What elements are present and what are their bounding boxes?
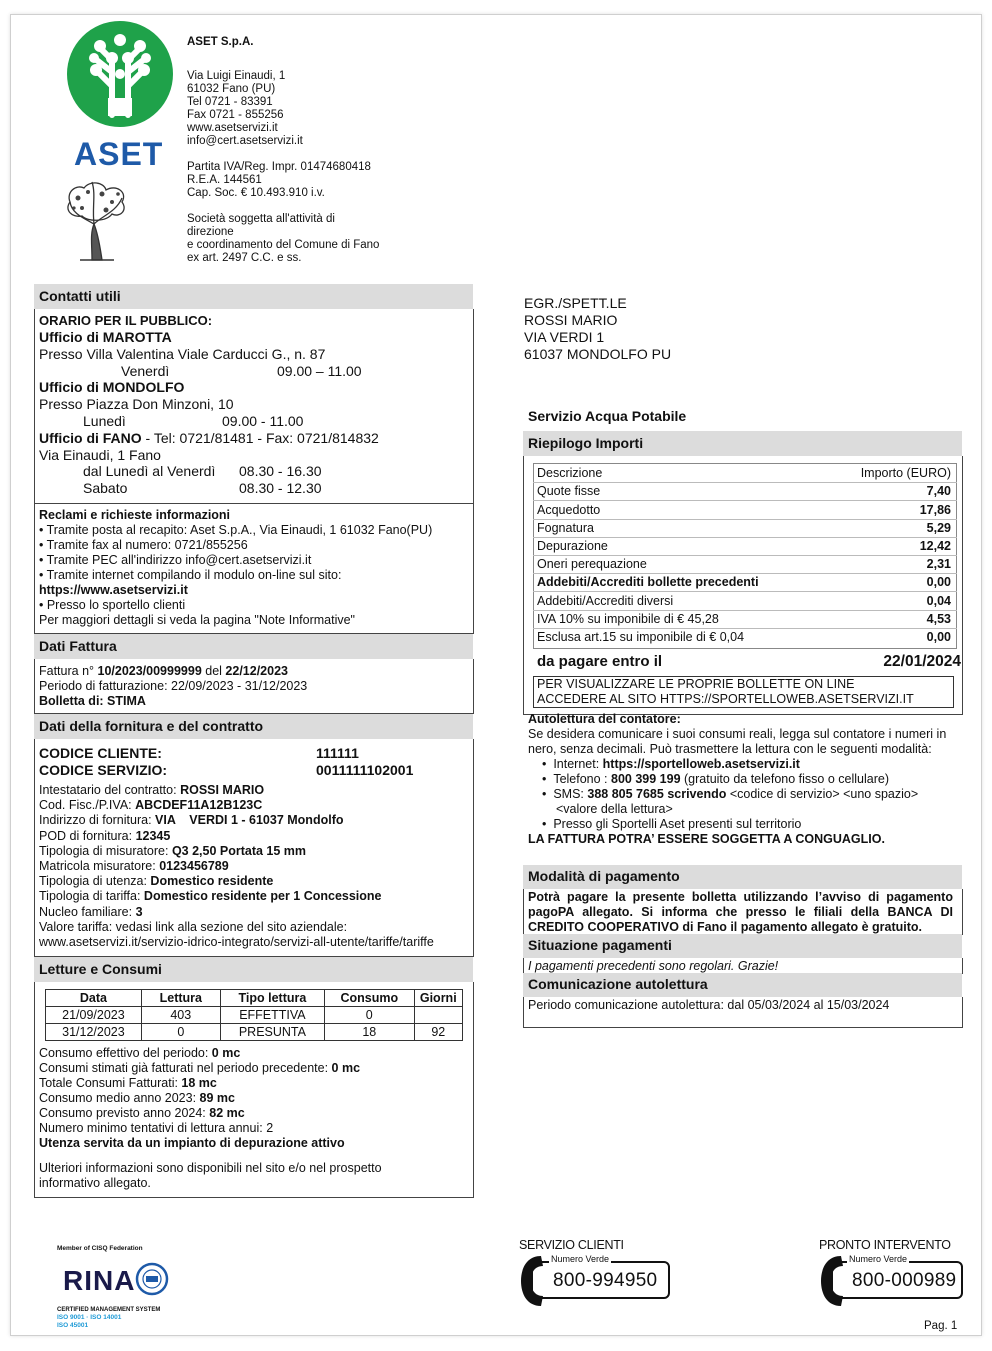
matricola-value: 0123456789	[159, 859, 229, 874]
company-control-4: ex art. 2497 C.C. e ss.	[187, 252, 302, 264]
bullet-icon: •	[542, 772, 554, 786]
utenza-value: Domestico residente	[150, 874, 274, 889]
sms-label: SMS:	[553, 787, 588, 801]
rina-cert-logo	[57, 1245, 175, 1331]
online-line-1: PER VISUALIZZARE LE PROPRIE BOLLETTE ON LINE	[537, 677, 855, 691]
nucleo-value: 3	[135, 904, 143, 919]
company-info	[187, 36, 427, 265]
recipient-line-4: 61037 MONDOLFO PU	[524, 346, 672, 362]
codice-servizio-value: 0011111102001	[316, 762, 414, 778]
riepilogo-row	[537, 537, 951, 555]
pronto-intervento	[819, 1238, 969, 1308]
mondolfo-hours: 09.00 - 11.00	[222, 412, 304, 429]
fornitura-header: Dati della fornitura e del contratto	[34, 714, 473, 739]
riepilogo-row	[537, 573, 951, 591]
aset-logo	[66, 20, 174, 170]
fattura-date: 22/12/2023	[225, 664, 288, 678]
rina-text: RINA	[63, 1265, 136, 1296]
riepilogo-value: 5,29	[926, 521, 951, 535]
orario-title: ORARIO PER IL PUBBLICO:	[39, 313, 213, 328]
fattura-del-label: del	[201, 664, 226, 678]
cisq-text: Member of CISQ Federation	[57, 1245, 143, 1252]
intestatario-label: Intestatario del contratto:	[39, 783, 181, 797]
recipient-line-3: VIA VERDI 1	[524, 329, 605, 345]
consumi-stimati-label: Consumi stimati già fatturati nel periodo precedente:	[39, 1061, 332, 1075]
table-row	[46, 1007, 463, 1024]
riepilogo-value: 0,00	[926, 630, 951, 644]
sms-note: <codice di servizio> <uno spazio>	[726, 787, 919, 801]
riepilogo-value: 17,86	[919, 502, 951, 517]
cell-data: 31/12/2023	[46, 1024, 142, 1041]
situazione-section	[528, 959, 953, 974]
riepilogo-table	[523, 456, 963, 712]
pagare-row	[537, 651, 961, 673]
nucleo-label: Nucleo familiare:	[39, 904, 136, 919]
cell-lettura: 403	[141, 1007, 220, 1024]
consumo-effettivo-value: 0 mc	[211, 1046, 241, 1060]
totale-consumi-label: Totale Consumi Fatturati:	[39, 1076, 182, 1090]
telefono-value: 800 399 199	[611, 772, 681, 786]
table-row	[46, 1024, 463, 1041]
company-tel: Tel 0721 - 83391	[187, 96, 273, 108]
reclami-line-posta: • Tramite posta al recapito: Aset S.p.A., Via Einaudi, 1 61032 Fano(PU)	[39, 523, 433, 537]
col-descrizione: Descrizione	[537, 466, 603, 480]
riepilogo-value: 0,00	[926, 575, 951, 589]
letture-header: Letture e Consumi	[34, 957, 473, 982]
telefono-label: Telefono :	[553, 772, 612, 786]
riepilogo-label: Oneri perequazione	[537, 557, 647, 571]
company-control-3: e coordinamento del Comune di Fano	[187, 239, 380, 251]
tree-drawing-icon	[62, 178, 130, 262]
col-giorni: Giorni	[414, 990, 462, 1007]
misuratore-value: Q3 2,50 Portata 15 mm	[171, 843, 307, 858]
riepilogo-label: Esclusa art.15 su imponibile di € 0,04	[537, 630, 745, 644]
codfisc-label: Cod. Fisc./P.IVA:	[39, 798, 136, 813]
fattura-section	[39, 664, 469, 709]
depurazione-note: Utenza servita da un impianto di depurazione attivo	[39, 1136, 345, 1150]
riepilogo-value: 12,42	[919, 539, 951, 553]
recipient-line-1: EGR./SPETT.LE	[524, 295, 627, 311]
cell-giorni	[414, 1007, 462, 1024]
cell-giorni: 92	[414, 1024, 462, 1041]
online-line-2: ACCEDERE AL SITO HTTPS://SPORTELLOWEB.ASETSERVIZI.IT	[537, 692, 914, 706]
online-box	[533, 676, 954, 708]
cell-tipo: EFFETTIVA	[220, 1007, 324, 1024]
fano-day-2: Sabato	[83, 480, 128, 497]
riepilogo-label: Addebiti/Accrediti diversi	[537, 594, 674, 608]
riepilogo-row	[537, 610, 951, 628]
company-city: 61032 Fano (PU)	[187, 83, 276, 95]
col-importo: Importo (EURO)	[860, 466, 951, 480]
col-data: Data	[46, 990, 142, 1007]
intestatario-value: ROSSI MARIO	[180, 783, 265, 797]
mondolfo-title: Ufficio di MONDOLFO	[39, 379, 185, 396]
codice-servizio-label: CODICE SERVIZIO:	[39, 762, 168, 778]
reclami-line-internet: • Tramite internet compilando il modulo on-line sul sito:	[39, 568, 342, 582]
riepilogo-header: Riepilogo Importi	[523, 431, 962, 456]
aset-logo-text: ASET	[74, 136, 164, 172]
servizio-clienti	[519, 1238, 675, 1308]
company-rea: R.E.A. 144561	[187, 174, 262, 186]
servizio-title: Servizio Acqua Potabile	[528, 408, 687, 424]
orari-section	[39, 313, 469, 497]
fattura-header: Dati Fattura	[34, 634, 473, 659]
sportelli-text: Presso gli Sportelli Aset presenti sul territorio	[553, 817, 802, 831]
consumo-medio-value: 89 mc	[199, 1091, 235, 1105]
marotta-title: Ufficio di MAROTTA	[39, 329, 172, 345]
riepilogo-col-header	[537, 464, 951, 482]
pagare-date: 22/01/2024	[883, 653, 961, 670]
autolettura-intro: Se desidera comunicare i suoi consumi reali, legga sul contatore i numeri in nero, senza decimali. Può trasmettere la lettura con le seguenti modalità:	[528, 727, 947, 756]
indirizzo-label: Indirizzo di fornitura:	[39, 813, 156, 828]
matricola-label: Matricola misuratore:	[39, 859, 160, 874]
consumo-previsto-value: 82 mc	[209, 1106, 245, 1120]
col-lettura: Lettura	[141, 990, 220, 1007]
tariffa-label: Tipologia di tariffa:	[39, 889, 144, 904]
company-pec: info@cert.asetservizi.it	[187, 135, 303, 147]
cell-lettura: 0	[141, 1024, 220, 1041]
sms-note-2: <valore della lettura>	[556, 802, 673, 816]
pagare-label: da pagare entro il	[537, 653, 663, 670]
company-piva: Partita IVA/Reg. Impr. 01474680418	[187, 161, 371, 173]
utenza-label: Tipologia di utenza:	[39, 874, 151, 889]
consumo-effettivo-label: Consumo effettivo del periodo:	[39, 1046, 212, 1060]
contatti-divider	[34, 503, 474, 504]
bullet-icon: •	[542, 757, 554, 771]
iqnet-seal-icon	[135, 1261, 169, 1297]
rina-box	[57, 1255, 173, 1305]
cell-data: 21/09/2023	[46, 1007, 142, 1024]
ulteriori-info: Ulteriori informazioni sono disponibili nel sito e/o nel prospetto informativo allegato.	[39, 1161, 382, 1190]
tentativi-value: 2	[266, 1121, 274, 1135]
internet-link[interactable]: https://sportelloweb.asetservizi.it	[602, 757, 800, 771]
tariffa-value: Domestico residente per 1 Concessione	[143, 889, 382, 904]
cert-text: CERTIFIED MANAGEMENT SYSTEM	[57, 1307, 161, 1313]
mondolfo-address: Presso Piazza Don Minzoni, 10	[39, 396, 234, 413]
company-capital: Cap. Soc. € 10.493.910 i.v.	[187, 187, 325, 199]
tentativi-label: Numero minimo tentativi di lettura annui:	[39, 1121, 267, 1135]
modalita-header: Modalità di pagamento	[523, 865, 962, 889]
autolettura-title: Autolettura del contatore:	[528, 712, 681, 726]
fano-day-1: dal Lunedì al Venerdì	[83, 463, 216, 480]
riepilogo-row	[537, 501, 951, 519]
marotta-day: Venerdì	[121, 362, 170, 379]
fornitura-details	[39, 783, 471, 950]
bullet-icon: •	[542, 787, 554, 801]
comunicazione-header: Comunicazione autolettura	[523, 973, 962, 997]
consumi-section	[39, 1046, 471, 1191]
col-tipo-lettura: Tipo lettura	[220, 990, 324, 1007]
consumo-previsto-label: Consumo previsto anno 2024:	[39, 1106, 210, 1120]
codice-cliente-label: CODICE CLIENTE:	[39, 745, 162, 761]
marotta-address: Presso Villa Valentina Viale Carducci G., n. 87	[39, 345, 326, 362]
cell-tipo: PRESUNTA	[220, 1024, 324, 1041]
fano-address: Via Einaudi, 1 Fano	[39, 446, 161, 463]
riepilogo-label: Depurazione	[537, 539, 608, 553]
fano-hours-2: 08.30 - 12.30	[239, 480, 322, 497]
riepilogo-row	[537, 592, 951, 610]
fattura-periodo: Periodo di fatturazione: 22/09/2023 - 31/12/2023	[39, 679, 308, 693]
reclami-site-link[interactable]: https://www.asetservizi.it	[39, 583, 188, 597]
riepilogo-label: Fognatura	[537, 521, 594, 535]
pod-label: POD di fornitura:	[39, 828, 136, 843]
contatti-header: Contatti utili	[34, 284, 473, 309]
letture-table	[45, 989, 463, 1041]
bullet-icon: •	[542, 817, 554, 831]
telefono-note: (gratuito da telefono fisso o cellulare)	[680, 772, 889, 786]
company-control-1: Società soggetta all'attività di	[187, 213, 335, 225]
situazione-header: Situazione pagamenti	[523, 934, 962, 958]
riepilogo-row	[537, 482, 951, 500]
cell-consumo: 0	[325, 1007, 415, 1024]
marotta-hours: 09.00 – 11.00	[277, 362, 362, 379]
phone-handset-icon	[519, 1254, 545, 1308]
tariffa-note: Valore tariffa: vedasi link alla sezione del sito aziendale:	[39, 919, 348, 934]
fano-hours-1: 08.30 - 16.30	[239, 463, 322, 480]
situazione-text: I pagamenti precedenti sono regolari. Grazie!	[528, 959, 779, 973]
codfisc-value: ABCDEF11A12B123C	[135, 798, 263, 813]
recipient-address	[524, 295, 671, 363]
reclami-sportello: • Presso lo sportello clienti	[39, 598, 186, 612]
servizio-verde-label: Numero Verde	[551, 1254, 610, 1264]
sms-value: 388 805 7685 scrivendo	[587, 787, 727, 801]
riepilogo-label: Acquedotto	[537, 502, 601, 517]
codice-cliente-value: 111111	[316, 745, 359, 761]
riepilogo-label: Addebiti/Accrediti bollette precedenti	[537, 575, 759, 589]
cell-consumo: 18	[325, 1024, 415, 1041]
modalita-text: Potrà pagare la presente bolletta utilizzando l’avviso di pagamento pagoPA allegato. Si informa che presso le filiali della BANCA DI CREDITO COOPERATIVO di Fano il pagamento allegato è gratuito.	[528, 890, 953, 934]
pronto-verde-label: Numero Verde	[849, 1254, 908, 1264]
company-address: Via Luigi Einaudi, 1	[187, 70, 286, 82]
autolettura-section	[528, 712, 956, 847]
tree-illustration	[62, 178, 130, 262]
riepilogo-label: Quote fisse	[537, 484, 601, 498]
page-number: Pag. 1	[924, 1320, 958, 1332]
phone-handset-icon	[819, 1254, 845, 1308]
riepilogo-row	[537, 519, 951, 537]
fano-title: Ufficio di FANO	[39, 429, 142, 446]
pronto-intervento-title: PRONTO INTERVENTO	[819, 1238, 951, 1252]
codici-section	[39, 745, 469, 779]
letture-table-header	[46, 990, 463, 1007]
fano-tel: - Tel: 0721/81481 - Fax: 0721/814832	[141, 429, 379, 446]
riepilogo-row	[537, 628, 951, 646]
reclami-note: Per maggiori dettagli si veda la pagina "Note Informative"	[39, 613, 355, 627]
riepilogo-row	[537, 555, 951, 573]
iso-text-2: ISO 45001	[57, 1322, 89, 1329]
recipient-line-2: ROSSI MARIO	[524, 312, 618, 328]
reclami-section	[39, 508, 471, 628]
fattura-bolletta: Bolletta di: STIMA	[39, 694, 146, 708]
tariffa-link[interactable]: www.asetservizi.it/servizio-idrico-integrato/servizi-all-utente/tariffe/tariffe	[39, 935, 434, 950]
riepilogo-value: 4,53	[926, 612, 951, 626]
consumo-medio-label: Consumo medio anno 2023:	[39, 1091, 200, 1105]
conguaglio-note: LA FATTURA POTRA’ ESSERE SOGGETTA A CONGUAGLIO.	[528, 832, 885, 846]
fattura-num-label: Fattura n°	[39, 664, 98, 678]
comunicazione-text: Periodo comunicazione autolettura: dal 05/03/2024 al 15/03/2024	[528, 998, 890, 1012]
reclami-line-pec: • Tramite PEC all'indirizzo info@cert.asetservizi.it	[39, 553, 312, 567]
company-control-2: direzione	[187, 226, 234, 238]
riepilogo-value: 2,31	[926, 557, 951, 571]
servizio-clienti-number[interactable]: 800-994950	[553, 1270, 658, 1291]
internet-label: Internet:	[553, 757, 603, 771]
pronto-intervento-number[interactable]: 800-000989	[852, 1270, 957, 1291]
riepilogo-label: IVA 10% su imponibile di € 45,28	[537, 612, 719, 626]
modalita-section	[528, 890, 953, 935]
company-fax: Fax 0721 - 855256	[187, 109, 284, 121]
company-name: ASET S.p.A.	[187, 36, 254, 48]
reclami-line-fax: • Tramite fax al numero: 0721/855256	[39, 538, 248, 552]
riepilogo-value: 0,04	[926, 594, 951, 608]
mondolfo-day: Lunedì	[83, 412, 126, 429]
aset-tree-logo-icon	[66, 20, 174, 130]
consumi-stimati-value: 0 mc	[331, 1061, 361, 1075]
riepilogo-value: 7,40	[926, 484, 951, 498]
iso-text-1: ISO 9001 · ISO 14001	[57, 1314, 122, 1321]
col-consumo: Consumo	[325, 990, 415, 1007]
totale-consumi-value: 18 mc	[181, 1076, 217, 1090]
fattura-number: 10/2023/00999999	[97, 664, 202, 678]
company-web: www.asetservizi.it	[187, 122, 278, 134]
misuratore-label: Tipologia di misuratore:	[39, 843, 172, 858]
servizio-clienti-title: SERVIZIO CLIENTI	[519, 1238, 624, 1252]
comunicazione-section	[528, 998, 958, 1013]
reclami-title: Reclami e richieste informazioni	[39, 508, 231, 522]
indirizzo-value: VIA VERDI 1 - 61037 Mondolfo	[155, 813, 344, 828]
pod-value: 12345	[135, 828, 171, 843]
